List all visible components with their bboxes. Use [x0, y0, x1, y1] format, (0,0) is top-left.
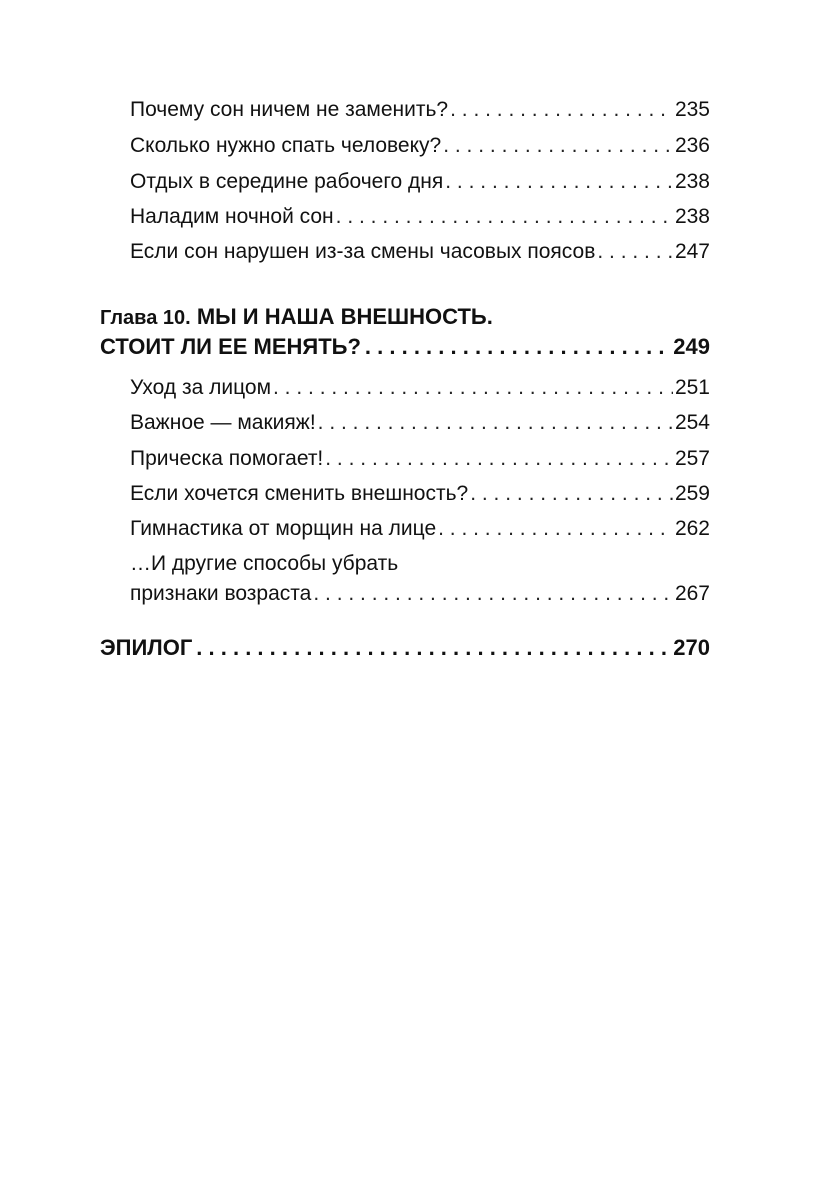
toc-entry-title: Отдых в середине рабочего дня	[130, 170, 444, 193]
chapter-label: Глава 10.	[100, 307, 191, 329]
toc-entry-page: 267	[674, 582, 710, 605]
toc-entry-page: 251	[674, 376, 710, 399]
toc-entry	[130, 579, 710, 609]
dot-leader	[443, 131, 673, 161]
toc-entry-page: 259	[674, 482, 710, 505]
chapter-heading-row	[100, 331, 710, 363]
chapter-title-line2: СТОИТ ЛИ ЕЕ МЕНЯТЬ?	[100, 334, 361, 359]
toc-entry	[130, 479, 710, 509]
dot-leader	[336, 202, 673, 232]
toc-entry	[130, 373, 710, 403]
toc-entry-title: признаки возраста	[130, 582, 312, 605]
dot-leader	[365, 331, 669, 363]
toc-entry-page: 262	[674, 517, 710, 540]
toc-entry-page: 235	[674, 98, 710, 121]
toc-entry-title: Гимнастика от морщин на лице	[130, 517, 437, 540]
chapter-page: 249	[673, 334, 710, 359]
dot-leader	[273, 373, 673, 403]
chapter-title-line1: МЫ И НАША ВНЕШНОСТЬ.	[196, 304, 493, 329]
toc-entry-title: Уход за лицом	[130, 376, 272, 399]
toc-entry-page: 257	[674, 447, 710, 470]
toc-entry	[130, 444, 710, 474]
dot-leader	[597, 237, 673, 267]
epilogue-page: 270	[673, 635, 710, 660]
toc-entry-title: Важное — макияж!	[130, 411, 316, 434]
dot-leader	[196, 632, 669, 664]
toc-entry	[130, 408, 710, 438]
toc-entry-page: 238	[674, 205, 710, 228]
toc-entry-line1: …И другие способы убрать	[130, 552, 399, 575]
dot-leader	[318, 408, 673, 438]
toc-entry-title: Если сон нарушен из-за смены часовых поясов	[130, 240, 596, 263]
toc-entry-title: Почему сон ничем не заменить?	[130, 98, 449, 121]
dot-leader	[325, 444, 673, 474]
toc-entry-title: Сколько нужно спать человеку?	[130, 134, 442, 157]
epilogue-row	[100, 632, 710, 664]
toc-entry	[130, 202, 710, 232]
dot-leader	[450, 95, 673, 125]
dot-leader	[313, 579, 673, 609]
toc-entry-page: 238	[674, 170, 710, 193]
toc-entry-title: Наладим ночной сон	[130, 205, 334, 228]
dot-leader	[438, 514, 673, 544]
toc-entry-page: 247	[674, 240, 710, 263]
dot-leader	[470, 479, 673, 509]
toc-entry	[130, 131, 710, 161]
toc-entry	[130, 167, 710, 197]
chapter-heading	[100, 301, 710, 334]
toc-entry-title: Если хочется сменить внешность?	[130, 482, 469, 505]
toc-entry-page: 254	[674, 411, 710, 434]
toc-entry	[130, 237, 710, 267]
dot-leader	[445, 167, 673, 197]
toc-entry-title: Прическа помогает!	[130, 447, 324, 470]
toc-entry-page: 236	[674, 134, 710, 157]
toc-entry	[130, 514, 710, 544]
toc-entry	[130, 95, 710, 125]
epilogue-title: ЭПИЛОГ	[100, 635, 193, 660]
